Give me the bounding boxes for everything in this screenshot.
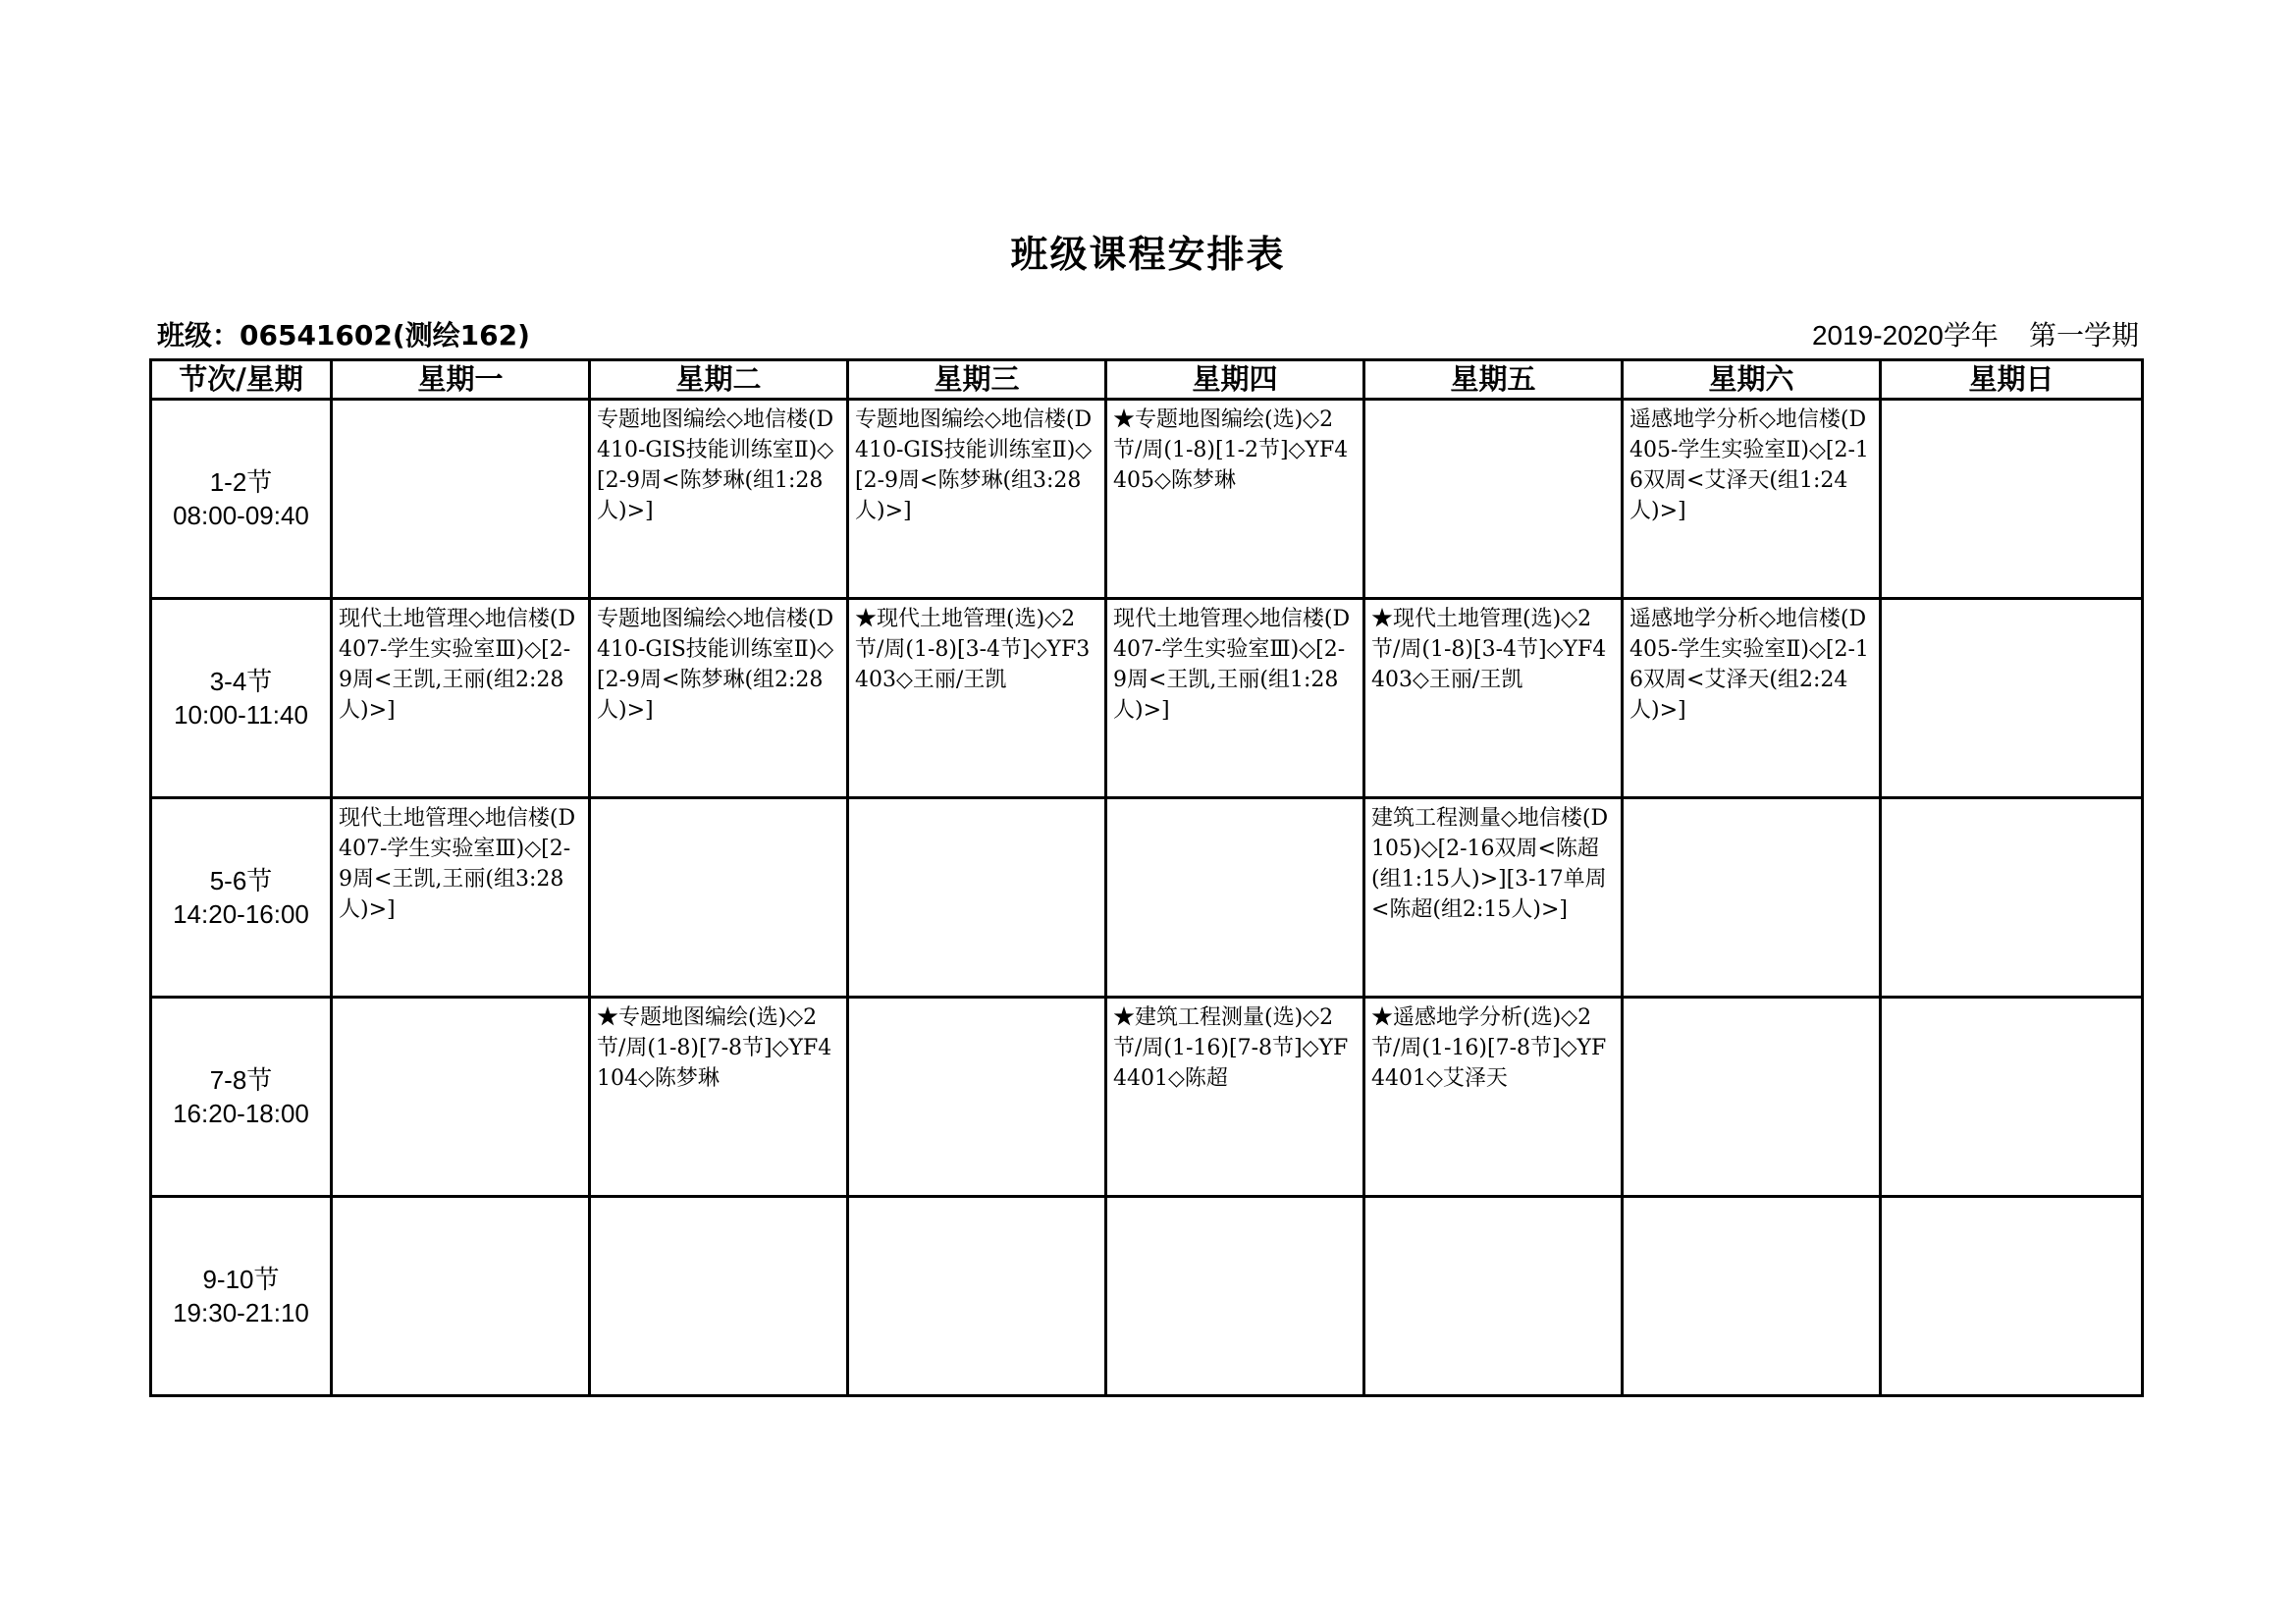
course-text: 遥感地学分析◇地信楼(D405-学生实验室Ⅱ)◇[2-16双周<艾泽天(组2:24人)>] <box>1629 607 1869 723</box>
period-label: 5-6节 <box>209 866 273 895</box>
course-cell-wednesday <box>848 798 1106 998</box>
course-cell-sunday <box>1881 599 2143 798</box>
course-text: 现代土地管理◇地信楼(D407-学生实验室Ⅲ)◇[2-9周<王凯,王丽(组2:28人)>] <box>339 607 576 723</box>
header-thursday: 星期四 <box>1106 360 1364 400</box>
course-text: 专题地图编绘◇地信楼(D410-GIS技能训练室Ⅱ)◇[2-9周<陈梦琳(组1:28人)>] <box>597 407 834 523</box>
course-text <box>849 1198 1104 1202</box>
course-text <box>1882 1198 2141 1202</box>
table-row <box>151 599 2143 798</box>
course-cell-sunday <box>1881 798 2143 998</box>
table-row <box>151 400 2143 599</box>
course-text <box>1882 600 2141 604</box>
course-text <box>333 999 588 1002</box>
course-text <box>333 401 588 405</box>
course-cell-tuesday <box>590 1197 848 1396</box>
period-cell <box>151 599 332 798</box>
term-label: 2019-2020学年 第一学期 <box>1811 320 2139 351</box>
course-text <box>591 1198 846 1202</box>
course-cell-monday <box>332 400 590 599</box>
header-sunday: 星期日 <box>1881 360 2143 400</box>
course-cell-sunday <box>1881 1197 2143 1396</box>
course-text: 现代土地管理◇地信楼(D407-学生实验室Ⅲ)◇[2-9周<王凯,王丽(组1:28人)>] <box>1113 607 1351 723</box>
course-text <box>1624 799 1879 803</box>
course-text: ★现代土地管理(选)◇2节/周(1-8)[3-4节]◇YF4403◇王丽/王凯 <box>1371 607 1607 692</box>
course-cell-tuesday <box>590 798 848 998</box>
course-cell-saturday <box>1623 400 1881 599</box>
period-time: 08:00-09:40 <box>173 501 309 530</box>
course-cell-monday <box>332 1197 590 1396</box>
course-text <box>1882 401 2141 405</box>
course-cell-thursday <box>1106 998 1364 1197</box>
course-text <box>1624 999 1879 1002</box>
course-cell-monday <box>332 998 590 1197</box>
header-friday: 星期五 <box>1364 360 1623 400</box>
page-title: 班级课程安排表 <box>1010 233 1286 276</box>
schedule-table <box>149 358 2144 1397</box>
course-cell-wednesday <box>848 400 1106 599</box>
course-cell-tuesday <box>590 400 848 599</box>
course-cell-friday <box>1364 599 1623 798</box>
course-cell-wednesday <box>848 599 1106 798</box>
course-cell-saturday <box>1623 599 1881 798</box>
period-label: 1-2节 <box>209 467 273 497</box>
course-cell-sunday <box>1881 400 2143 599</box>
period-cell <box>151 1197 332 1396</box>
course-text: ★现代土地管理(选)◇2节/周(1-8)[3-4节]◇YF3403◇王丽/王凯 <box>855 607 1091 692</box>
course-cell-thursday <box>1106 400 1364 599</box>
course-cell-friday <box>1364 1197 1623 1396</box>
course-text: ★遥感地学分析(选)◇2节/周(1-16)[7-8节]◇YF4401◇艾泽天 <box>1371 1005 1607 1091</box>
course-cell-friday <box>1364 798 1623 998</box>
period-time: 19:30-21:10 <box>173 1298 309 1327</box>
course-text <box>1365 1198 1621 1202</box>
course-text: ★建筑工程测量(选)◇2节/周(1-16)[7-8节]◇YF4401◇陈超 <box>1113 1005 1349 1091</box>
course-cell-monday <box>332 798 590 998</box>
period-label: 3-4节 <box>209 667 273 696</box>
course-text: 专题地图编绘◇地信楼(D410-GIS技能训练室Ⅱ)◇[2-9周<陈梦琳(组3:28人)>] <box>855 407 1093 523</box>
course-cell-thursday <box>1106 798 1364 998</box>
period-cell <box>151 400 332 599</box>
period-label: 9-10节 <box>202 1265 280 1294</box>
course-cell-saturday <box>1623 1197 1881 1396</box>
period-cell <box>151 798 332 998</box>
course-cell-wednesday <box>848 998 1106 1197</box>
course-cell-saturday <box>1623 998 1881 1197</box>
course-text <box>1107 799 1362 803</box>
course-text <box>1365 401 1621 405</box>
course-text: 现代土地管理◇地信楼(D407-学生实验室Ⅲ)◇[2-9周<王凯,王丽(组3:28人)>] <box>339 806 576 922</box>
course-text <box>1882 999 2141 1002</box>
period-label: 7-8节 <box>209 1065 273 1095</box>
course-text <box>1624 1198 1879 1202</box>
period-cell <box>151 998 332 1197</box>
course-text <box>849 999 1104 1002</box>
course-cell-monday <box>332 599 590 798</box>
course-text: 遥感地学分析◇地信楼(D405-学生实验室Ⅱ)◇[2-16双周<艾泽天(组1:24人)>] <box>1629 407 1869 523</box>
header-wednesday: 星期三 <box>848 360 1106 400</box>
period-time: 14:20-16:00 <box>173 899 309 929</box>
course-text: 专题地图编绘◇地信楼(D410-GIS技能训练室Ⅱ)◇[2-9周<陈梦琳(组2:28人)>] <box>597 607 834 723</box>
header-saturday: 星期六 <box>1623 360 1881 400</box>
period-time: 10:00-11:40 <box>174 700 308 730</box>
course-text <box>1882 799 2141 803</box>
class-label: 班级：06541602(测绘162) <box>157 319 530 352</box>
course-cell-wednesday <box>848 1197 1106 1396</box>
course-text <box>1107 1198 1362 1202</box>
course-cell-thursday <box>1106 1197 1364 1396</box>
table-row <box>151 798 2143 998</box>
header-period-weekday: 节次/星期 <box>151 360 332 400</box>
table-row <box>151 1197 2143 1396</box>
course-cell-friday <box>1364 400 1623 599</box>
header-row <box>151 360 2143 400</box>
course-text: ★专题地图编绘(选)◇2节/周(1-8)[1-2节]◇YF4405◇陈梦琳 <box>1113 407 1349 493</box>
course-cell-sunday <box>1881 998 2143 1197</box>
course-cell-tuesday <box>590 599 848 798</box>
course-cell-friday <box>1364 998 1623 1197</box>
course-text: 建筑工程测量◇地信楼(D105)◇[2-16双周<陈超(组1:15人)>][3-17单周<陈超(组2:15人)>] <box>1371 806 1609 922</box>
course-cell-tuesday <box>590 998 848 1197</box>
header-tuesday: 星期二 <box>590 360 848 400</box>
course-text <box>849 799 1104 803</box>
course-cell-thursday <box>1106 599 1364 798</box>
course-text: ★专题地图编绘(选)◇2节/周(1-8)[7-8节]◇YF4104◇陈梦琳 <box>597 1005 832 1091</box>
period-time: 16:20-18:00 <box>173 1099 309 1128</box>
header-monday: 星期一 <box>332 360 590 400</box>
course-cell-saturday <box>1623 798 1881 998</box>
course-text <box>333 1198 588 1202</box>
course-text <box>591 799 846 803</box>
table-row <box>151 998 2143 1197</box>
